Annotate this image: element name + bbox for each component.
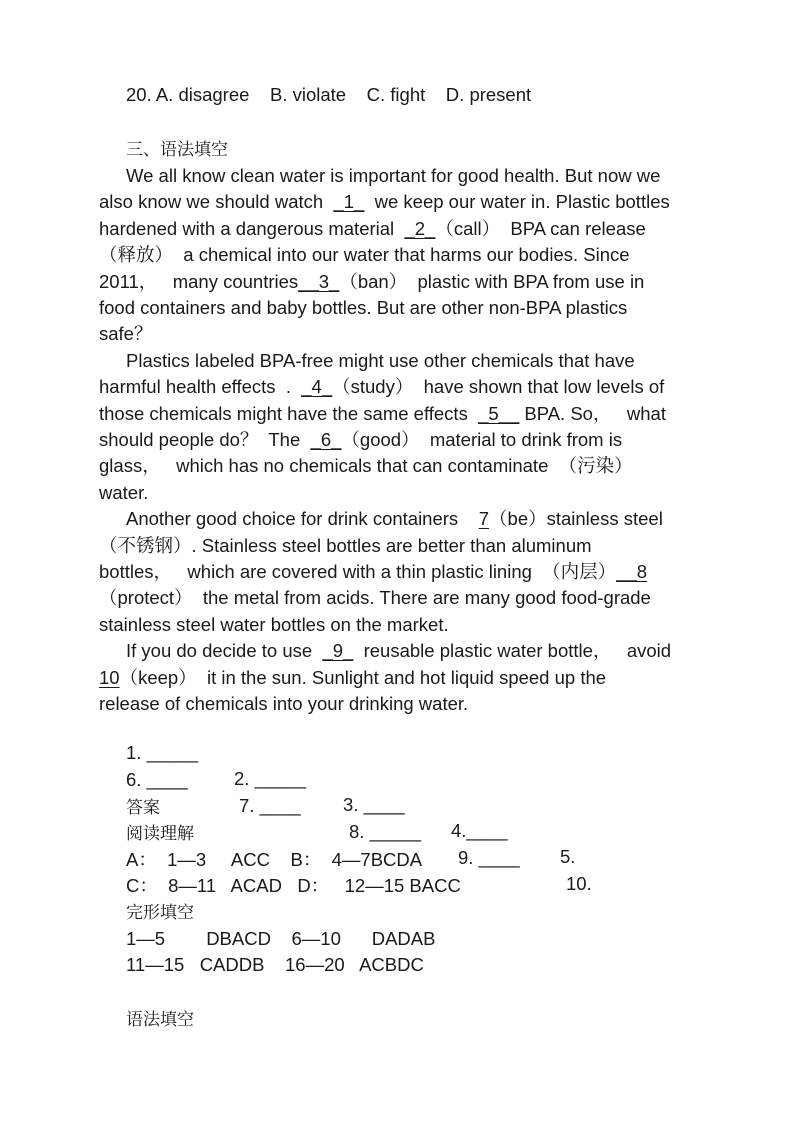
passage-line (126, 506, 663, 532)
cloze-title: 完形填空 (126, 903, 194, 923)
passage-text: （protect） the metal from acids. There are many good food-grade (99, 587, 651, 608)
blank-number: __3_ (298, 271, 340, 292)
passage-line (99, 691, 468, 717)
blank-2: 2. _____ (234, 768, 307, 789)
blank-3: 3. ____ (343, 794, 405, 815)
cloze-answers-2: 11—15 CADDB 16—20 ACBDC (126, 954, 424, 975)
blank-number: _1_ (333, 191, 365, 212)
passage-line (99, 216, 646, 242)
passage-text: （be）stainless steel (489, 508, 663, 529)
passage-line (99, 401, 666, 427)
grammar-title: 语法填空 (126, 1010, 194, 1030)
blank-number: _6_ (310, 429, 342, 450)
blank-1: 1. _____ (126, 742, 199, 763)
passage-text: （keep） it in the sun. Sunlight and hot liquid speed up the (119, 667, 607, 688)
blank-number: __8 (616, 561, 648, 582)
blank-6: 6. ____ (126, 769, 188, 790)
passage-text: If you do decide to use (126, 640, 323, 661)
passage-line (99, 665, 606, 691)
answers-title: 答案 (126, 798, 160, 818)
passage-text: （study） have shown that low levels of (332, 376, 665, 397)
passage-text: harmful health effects . (99, 376, 302, 397)
blank-10: 10. (566, 873, 592, 894)
passage-line (99, 374, 664, 400)
passage-text: we keep our water in. Plastic bottles (364, 191, 670, 212)
passage-line (126, 638, 671, 664)
passage-line (99, 612, 449, 638)
passage-text: reusable plastic water bottle， avoid (353, 640, 672, 661)
blank-4: 4.____ (451, 820, 508, 841)
blank-9: 9. ____ (458, 847, 520, 868)
passage-line (126, 348, 635, 374)
passage-line (99, 321, 152, 347)
passage-text: BPA. So， what (519, 403, 666, 424)
blank-number: 10 (99, 667, 120, 688)
reading-title: 阅读理解 (126, 824, 194, 844)
passage-text: stainless steel water bottles on the market. (99, 614, 449, 635)
passage-text: water. (99, 482, 149, 503)
passage-text: （call） BPA can release (435, 218, 646, 239)
passage-text: also know we should watch (99, 191, 334, 212)
passage-text: （释放） a chemical into our water that harms our bodies. Since (99, 244, 630, 265)
passage-line (99, 533, 592, 559)
passage-text: 2011， many countries (99, 271, 299, 292)
passage-line (99, 559, 647, 585)
passage-line (126, 163, 660, 189)
passage-line (99, 480, 148, 506)
passage-text: Another good choice for drink containers (126, 508, 479, 529)
blank-7: 7. ____ (239, 795, 301, 816)
section-title: 三、语法填空 (126, 140, 228, 160)
passage-text: （不锈钢）. Stainless steel bottles are better than aluminum (99, 535, 592, 556)
passage-line (99, 585, 651, 611)
reading-answers-2: C： 8—11 ACAD D： 12—15 BACC (126, 875, 461, 896)
cloze-answers-1: 1—5 DBACD 6—10 DADAB (126, 928, 436, 949)
passage-text: safe？ (99, 323, 153, 344)
passage-text: hardened with a dangerous material (99, 218, 405, 239)
blank-number: _2_ (404, 218, 436, 239)
question-20-options: 20. A. disagree B. violate C. fight D. present (126, 84, 532, 105)
blank-number: 7 (478, 508, 490, 529)
passage-text: Plastics labeled BPA-free might use other chemicals that have (126, 350, 635, 371)
passage-text: We all know clean water is important for good health. But now we (126, 165, 661, 186)
passage-line (99, 269, 644, 295)
passage-text: glass， which has no chemicals that can contaminate （污染） (99, 455, 633, 476)
passage-line (99, 427, 622, 453)
reading-answers-1: A： 1—3 ACC B： 4—7BCDA (126, 849, 423, 870)
passage-text: food containers and baby bottles. But are other non-BPA plastics (99, 297, 628, 318)
passage-text: （good） material to drink from is (341, 429, 623, 450)
passage-line (99, 453, 633, 479)
passage-text: bottles， which are covered with a thin plastic lining （内层） (99, 561, 617, 582)
blank-5: 5. (560, 846, 576, 867)
passage-text: release of chemicals into your drinking water. (99, 693, 469, 714)
passage-line (99, 295, 627, 321)
blank-number: _9_ (322, 640, 354, 661)
blank-number: _5__ (478, 403, 520, 424)
passage-line (99, 242, 630, 268)
passage-text: （ban） plastic with BPA from use in (339, 271, 645, 292)
passage-line (99, 189, 670, 215)
blank-number: _4_ (301, 376, 333, 397)
passage-text: should people do？ The (99, 429, 311, 450)
passage-text: those chemicals might have the same effects (99, 403, 479, 424)
blank-8: 8. _____ (349, 821, 422, 842)
